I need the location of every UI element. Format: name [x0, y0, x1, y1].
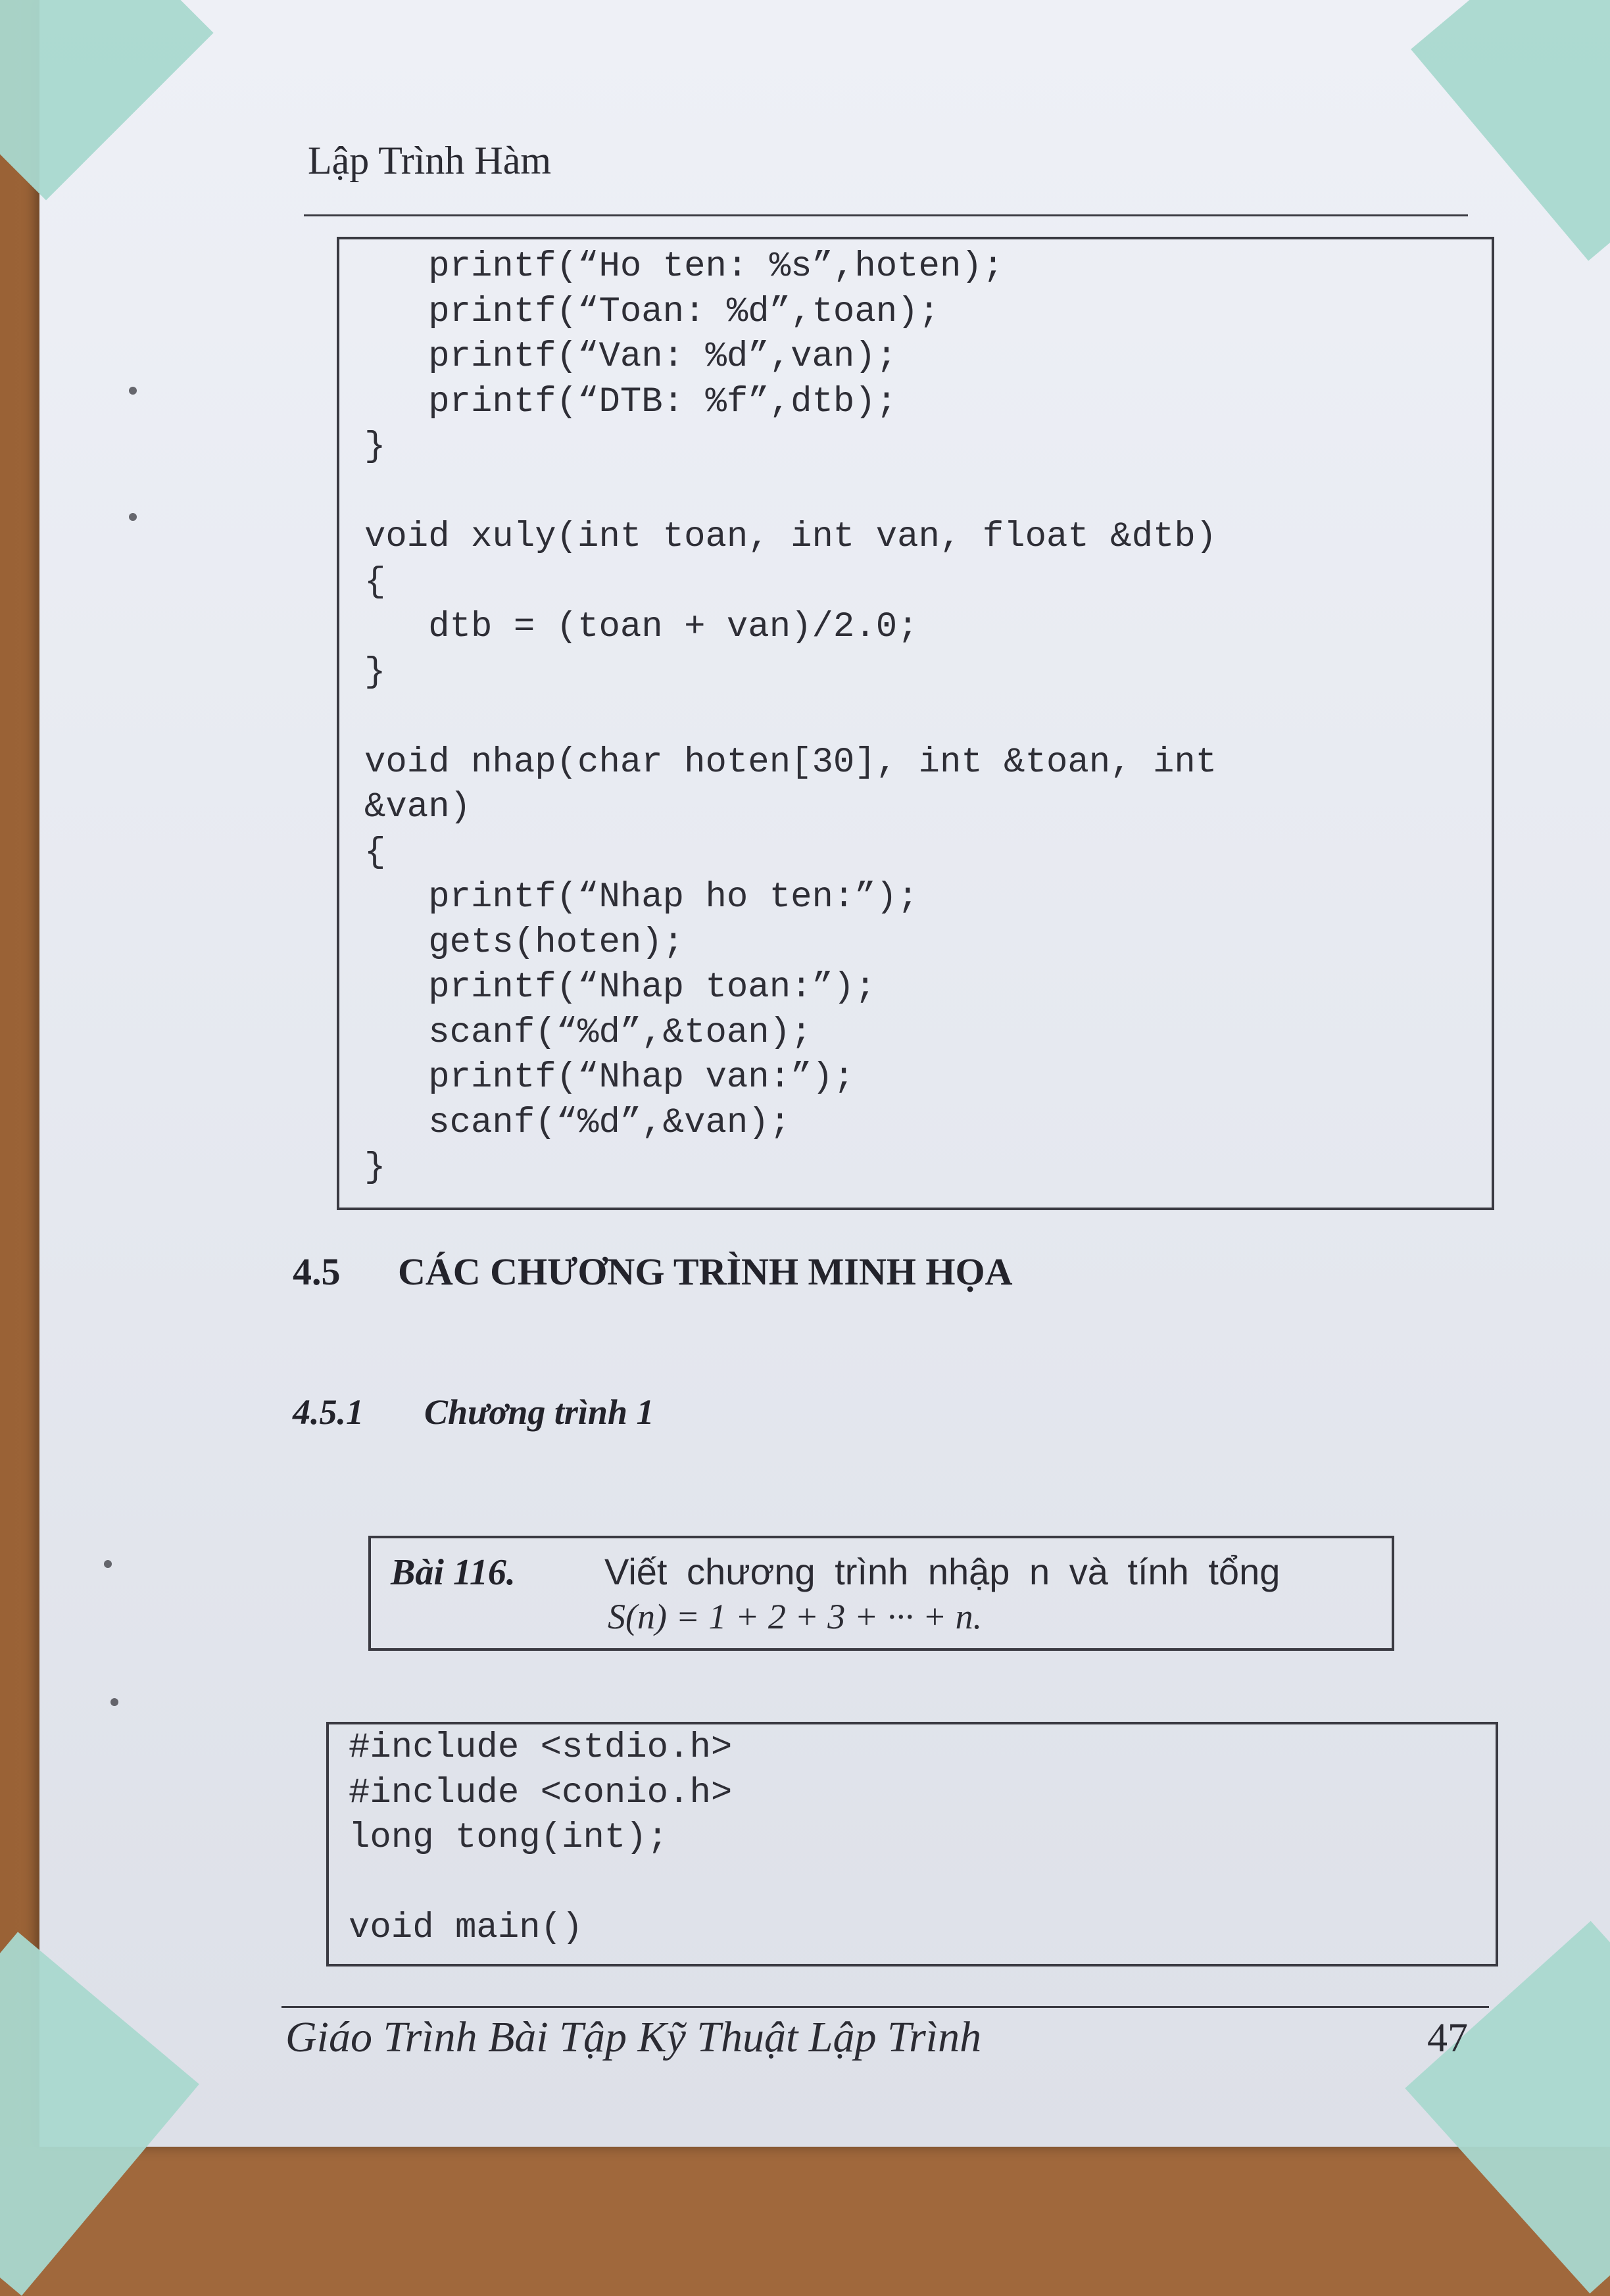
code-block-1 — [337, 237, 1494, 1210]
section-heading — [293, 1250, 1012, 1294]
code-line: #include <stdio.h> — [349, 1728, 733, 1768]
code-line: printf(“Van: %d”,van); — [364, 337, 898, 377]
code-line: printf(“Ho ten: %s”,hoten); — [364, 247, 1004, 287]
code-line: scanf(“%d”,&toan); — [364, 1012, 812, 1053]
header-rule — [304, 214, 1468, 216]
code-line: void main() — [349, 1908, 583, 1948]
code-line: } — [364, 1148, 386, 1188]
code-line: &van) — [364, 787, 472, 827]
code-line: { — [364, 832, 386, 873]
code-line: { — [364, 562, 386, 602]
binding-hole-mark — [129, 387, 137, 395]
code-block-2-text — [329, 1724, 1496, 1951]
code-line: #include <conio.h> — [349, 1772, 733, 1813]
page-number: 47 — [1427, 2016, 1468, 2061]
footer-book-title: Giáo Trình Bài Tập Kỹ Thuật Lập Trình — [285, 2013, 982, 2061]
code-line: printf(“Nhap ho ten:”); — [364, 877, 919, 917]
footer-rule — [281, 2006, 1489, 2008]
code-line: scanf(“%d”,&van); — [364, 1102, 791, 1143]
exercise-label: Bài 116. — [391, 1552, 516, 1593]
code-line: void xuly(int toan, int van, float &dtb) — [364, 517, 1217, 557]
exercise-text: Viết chương trình nhập n và tính tổng — [604, 1551, 1281, 1592]
code-line: void nhap(char hoten[30], int &toan, int — [364, 742, 1217, 783]
code-block-2 — [326, 1722, 1498, 1966]
binding-hole-mark — [110, 1698, 118, 1706]
subsection-heading — [293, 1392, 654, 1432]
binding-hole-mark — [104, 1560, 112, 1568]
running-header-title: Lập Trình Hàm — [308, 139, 552, 182]
exercise-formula: S(n) = 1 + 2 + 3 + ··· + n. — [608, 1597, 983, 1636]
code-line — [364, 697, 385, 737]
code-block-1-text — [339, 239, 1492, 1191]
subsection-title: Chương trình 1 — [424, 1392, 654, 1432]
section-number: 4.5 — [293, 1250, 341, 1293]
code-line: printf(“Nhap toan:”); — [364, 967, 876, 1008]
code-line: } — [364, 427, 386, 467]
code-line: printf(“Nhap van:”); — [364, 1058, 855, 1098]
code-line: long tong(int); — [349, 1818, 669, 1858]
code-line — [364, 472, 385, 512]
code-line: printf(“DTB: %f”,dtb); — [364, 381, 898, 422]
code-line: printf(“Toan: %d”,toan); — [364, 291, 940, 332]
binding-hole-mark — [129, 513, 137, 521]
code-line: dtb = (toan + van)/2.0; — [364, 607, 919, 647]
code-line: } — [364, 652, 386, 693]
code-line: gets(hoten); — [364, 922, 685, 963]
section-title: CÁC CHƯƠNG TRÌNH MINH HỌA — [398, 1250, 1013, 1293]
subsection-number: 4.5.1 — [293, 1392, 364, 1432]
code-line — [349, 1863, 370, 1903]
exercise-box — [368, 1536, 1394, 1651]
